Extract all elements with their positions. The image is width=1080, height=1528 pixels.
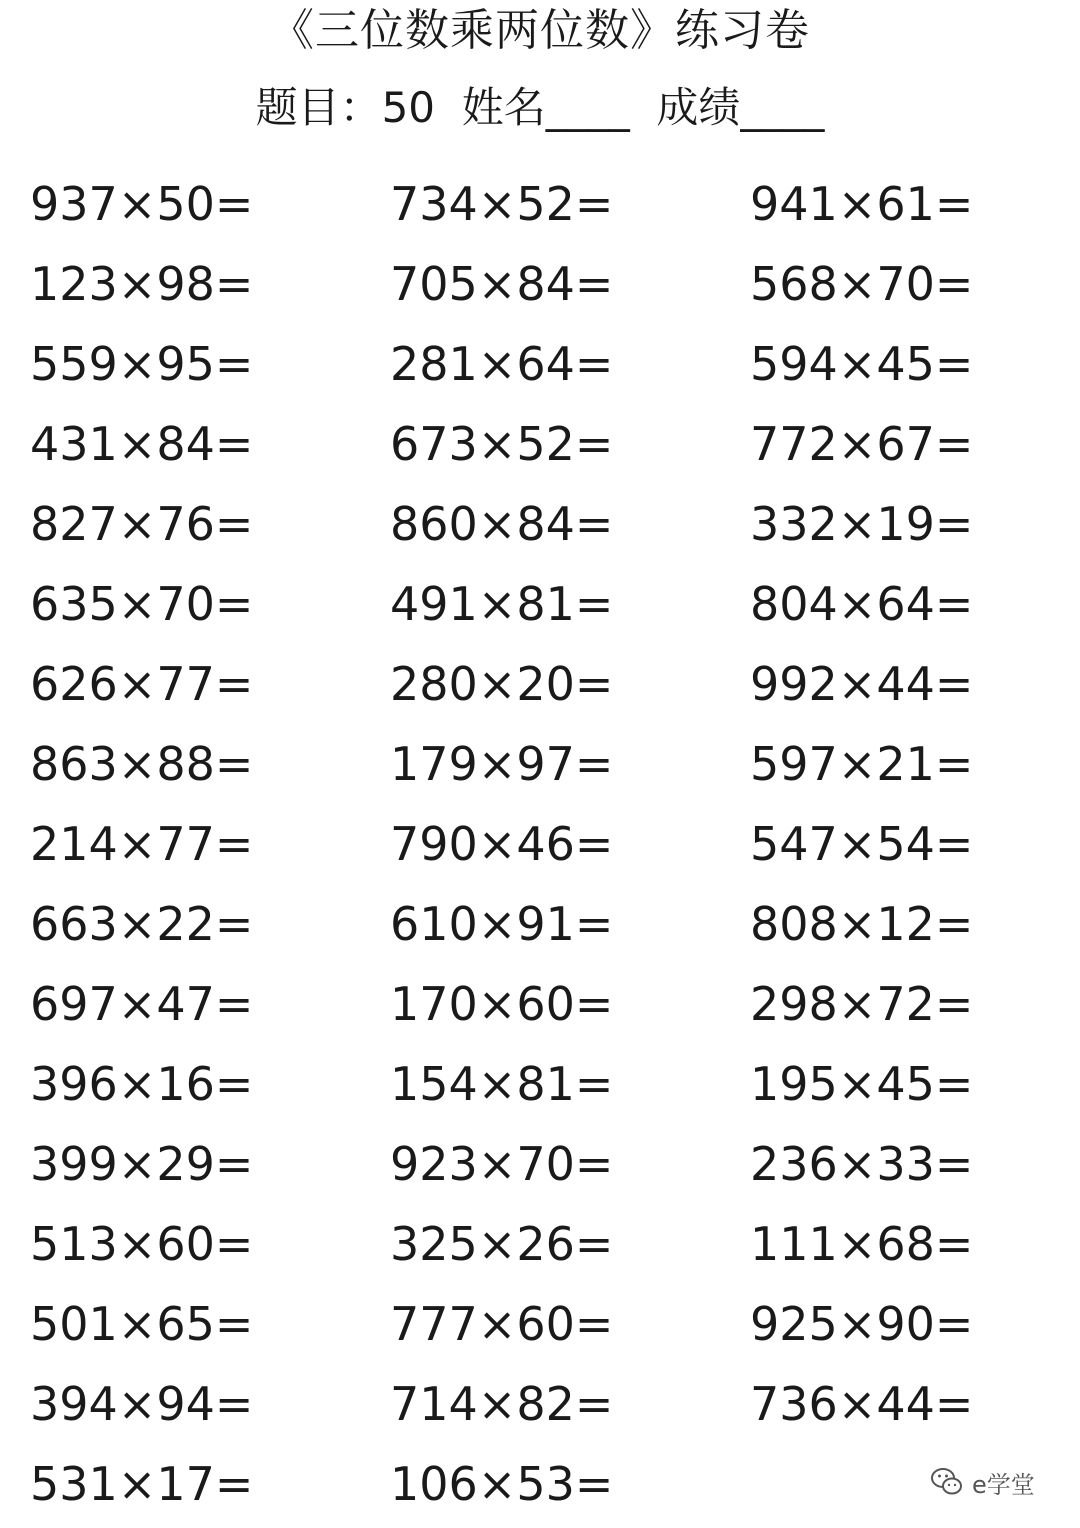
- problem-item: 332×19=: [750, 497, 974, 551]
- worksheet-title: 《三位数乘两位数》练习卷: [270, 5, 810, 56]
- problem-item: 394×94=: [30, 1377, 254, 1431]
- problem-item: 937×50=: [30, 177, 254, 231]
- problem-item: 705×84=: [390, 257, 614, 311]
- problem-item: 399×29=: [30, 1137, 254, 1191]
- problem-item: 396×16=: [30, 1057, 254, 1111]
- problem-item: 772×67=: [750, 417, 974, 471]
- problem-item: 635×70=: [30, 577, 254, 631]
- problem-row: [30, 244, 1070, 324]
- problem-row: [30, 564, 1070, 644]
- problem-grid: [30, 164, 1070, 1524]
- problem-item: 777×60=: [390, 1297, 614, 1351]
- problem-item: 431×84=: [30, 417, 254, 471]
- problem-item: 513×60=: [30, 1217, 254, 1271]
- problem-item: 941×61=: [750, 177, 974, 231]
- problem-item: 236×33=: [750, 1137, 974, 1191]
- problem-row: [30, 1124, 1070, 1204]
- problem-item: 597×21=: [750, 737, 974, 791]
- problem-row: [30, 1204, 1070, 1284]
- problem-row: [30, 724, 1070, 804]
- watermark-text: e学堂: [972, 1470, 1035, 1499]
- problem-row: [30, 1444, 1070, 1524]
- problem-item: 568×70=: [750, 257, 974, 311]
- problem-item: 531×17=: [30, 1457, 254, 1511]
- problem-item: 179×97=: [390, 737, 614, 791]
- problem-item: 106×53=: [390, 1457, 614, 1511]
- problem-item: 298×72=: [750, 977, 974, 1031]
- problem-row: [30, 804, 1070, 884]
- problem-item: 804×64=: [750, 577, 974, 631]
- problem-row: [30, 964, 1070, 1044]
- problem-item: 734×52=: [390, 177, 614, 231]
- problem-row: [30, 164, 1070, 244]
- problem-item: 673×52=: [390, 417, 614, 471]
- problem-item: 663×22=: [30, 897, 254, 951]
- worksheet-subtitle: 题目：50 姓名____ 成绩____: [255, 83, 825, 132]
- wechat-icon: [930, 1465, 964, 1499]
- problem-row: [30, 484, 1070, 564]
- problem-item: 170×60=: [390, 977, 614, 1031]
- problem-item: 123×98=: [30, 257, 254, 311]
- problem-row: [30, 1044, 1070, 1124]
- problem-item: 808×12=: [750, 897, 974, 951]
- problem-item: 925×90=: [750, 1297, 974, 1351]
- problem-row: [30, 324, 1070, 404]
- problem-row: [30, 1284, 1070, 1364]
- problem-item: 697×47=: [30, 977, 254, 1031]
- problem-item: 992×44=: [750, 657, 974, 711]
- problem-item: 154×81=: [390, 1057, 614, 1111]
- problem-row: [30, 884, 1070, 964]
- problem-item: 827×76=: [30, 497, 254, 551]
- problem-item: 626×77=: [30, 657, 254, 711]
- problem-item: 491×81=: [390, 577, 614, 631]
- problem-item: 111×68=: [750, 1217, 974, 1271]
- problem-item: 923×70=: [390, 1137, 614, 1191]
- problem-row: [30, 404, 1070, 484]
- problem-row: [30, 1364, 1070, 1444]
- problem-item: 610×91=: [390, 897, 614, 951]
- problem-item: 559×95=: [30, 337, 254, 391]
- problem-item: 863×88=: [30, 737, 254, 791]
- problem-item: 281×64=: [390, 337, 614, 391]
- watermark: [930, 1460, 1035, 1504]
- problem-row: [30, 644, 1070, 724]
- problem-item: 195×45=: [750, 1057, 974, 1111]
- problem-item: 714×82=: [390, 1377, 614, 1431]
- problem-item: 501×65=: [30, 1297, 254, 1351]
- problem-item: 594×45=: [750, 337, 974, 391]
- problem-item: 790×46=: [390, 817, 614, 871]
- problem-item: 325×26=: [390, 1217, 614, 1271]
- problem-item: 547×54=: [750, 817, 974, 871]
- problem-item: 214×77=: [30, 817, 254, 871]
- problem-item: 280×20=: [390, 657, 614, 711]
- problem-item: 736×44=: [750, 1377, 974, 1431]
- problem-item: 860×84=: [390, 497, 614, 551]
